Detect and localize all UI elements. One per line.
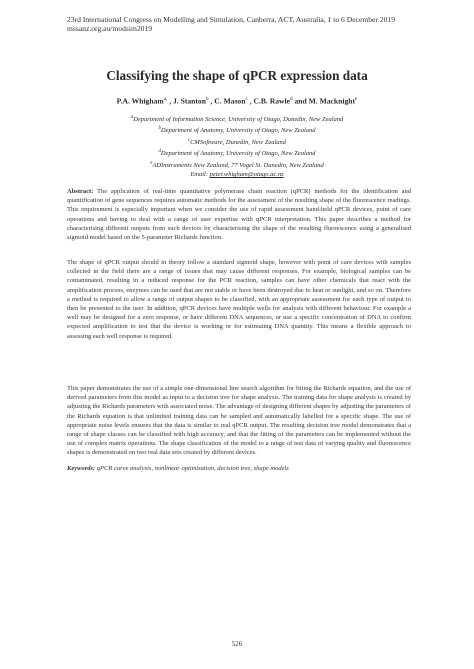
affil-text: Department of Anatomy, University of Otago, New Zealand bbox=[160, 127, 316, 135]
affil-mark: a bbox=[130, 115, 134, 120]
affiliation-line bbox=[0, 136, 474, 147]
body-paragraph-3: This paper demonstrates the use of a simple one-dimensional line search algorithm for fitting the Richards equation, and the use of derived parameters from this model as input to a decision tree for shape analysis. The training data for shape analysis is created by adjusting the Richards parameters with associated noise. The advantage of designing different shapes by adjusting the parameters of the Richards equation is that unlimited training data can be sampled and automatically labelled for a specific shape. The use of appropriate noise levels ensures that the data is similar to real qPCR output. The resulting decision tree model demonstrates that a range of shape classes can be classified with high accuracy, and that the fitting of the parameters can be implemented without the use of complex matrix operations. The shape classification of the model to a range of test data of varying quality and fluorescence shapes is demonstrated on two real data sets created by different devices. bbox=[67, 385, 411, 457]
page-number: 526 bbox=[231, 641, 243, 648]
author-affil-mark: a, bbox=[163, 96, 168, 102]
keywords-label: Keywords: bbox=[67, 465, 96, 472]
affiliation-list bbox=[0, 113, 474, 180]
author-affil-mark: c bbox=[245, 96, 248, 102]
affiliation-line bbox=[0, 124, 474, 135]
paper-title: Classifying the shape of qPCR expression data bbox=[106, 68, 368, 83]
author-affil-mark: d bbox=[289, 96, 293, 102]
conference-url: mssanz.org.au/modsim2019 bbox=[67, 24, 153, 34]
affil-text: CMSoftware, Dunedin, New Zealand bbox=[190, 139, 287, 147]
keywords-line bbox=[67, 464, 411, 473]
keywords-text: qPCR curve analysis, nonlinear optimization, decision tree, shape models bbox=[96, 465, 289, 472]
affil-text: ADInstruments New Zealand, 77 Vogel St. Dunedin, New Zealand bbox=[152, 161, 324, 169]
affil-mark: e bbox=[150, 160, 153, 166]
conference-name: 23rd International Congress on Modelling and Simulation, Canberra, ACT, Australia, 1 to 6 December 2019 bbox=[67, 15, 396, 24]
author-name: P.A. Whigham bbox=[116, 96, 164, 106]
author-name: , C. Mason bbox=[210, 96, 246, 106]
abstract-paragraph bbox=[67, 187, 411, 242]
affiliation-line bbox=[0, 159, 474, 170]
affiliation-line bbox=[0, 147, 474, 158]
affil-mark: d bbox=[158, 149, 161, 155]
author-affil-mark: b bbox=[205, 96, 209, 102]
email-label: Email: bbox=[190, 171, 209, 179]
email-link[interactable]: peter.whigham@otago.ac.nz bbox=[209, 171, 284, 179]
author-name: and M. Macknight bbox=[294, 96, 356, 106]
email-line bbox=[0, 170, 474, 179]
conference-header bbox=[67, 15, 395, 33]
author-affil-mark: e bbox=[355, 96, 358, 102]
affil-mark: b bbox=[158, 126, 161, 132]
affil-mark: c bbox=[187, 137, 191, 143]
affiliation-line bbox=[0, 113, 474, 124]
author-list bbox=[0, 96, 474, 106]
author-name: , J. Stanton bbox=[169, 96, 206, 106]
abstract-label: Abstract: bbox=[67, 188, 94, 195]
affil-text: Department of Anatomy, University of Otago, New Zealand bbox=[160, 150, 316, 158]
affil-text: Department of Information Science, University of Otago, Dunedin, New Zealand bbox=[133, 116, 344, 124]
body-paragraph-2: The shape of qPCR output should in theory follow a standard sigmoid shape, however with point of care devices with samples collected in the field there are a range of issues that may cause different responses. For example, biological samples can be contaminated, resulting in a reduced response for the PCR reaction, samples can have other chemicals that react with the amplification process, enzymes can be used that are not stable or have been destroyed due to heat or sunlight, and so on. Therefore a method is required to allow a range of output shapes to be classified, with an appropriate assessment for each type of output to then be presented to the user. In addition, qPCR devices have multiple wells for analysis with different behaviour. For example a well may be designed for a zero response, or have different DNA sequences, or use a specific concentration of DNA to confirm expected amplification to test that the device is working or for estimating DNA quantity. This means a flexible approach to assessing each well response is required. bbox=[67, 259, 411, 340]
author-name: , C.B. Rawle bbox=[249, 96, 290, 106]
abstract-text: The application of real-time quantitative polymerase chain reaction (qPCR) methods for the identification and quantification of gene sequences requires automatic methods for the assessment of the resulting shape of the fluorescence readings. This requirement is especially important when we consider the use of rapid assessment hand-held qPCR devices, point of care operations and having to deal with a range of user expertise with qPCR interpretation. This paper describes a method for characterising different outputs from such devices by characterising the shape of the resulting fluorescence using a generalised sigmoid model based on the 5-parameter Richards function. bbox=[67, 188, 411, 242]
